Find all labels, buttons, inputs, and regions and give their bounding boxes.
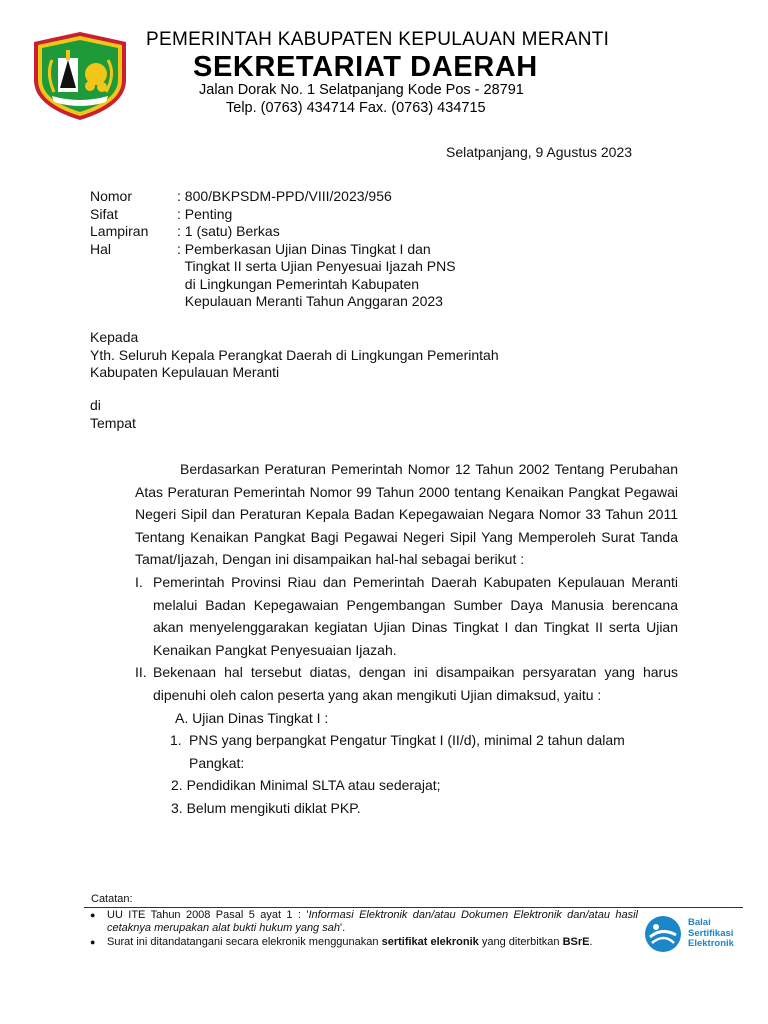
requirement-marker: 1. <box>170 732 182 749</box>
footer-note <box>90 936 638 949</box>
requirement-item: 2. Pendidikan Minimal SLTA atau sederajat; <box>171 777 441 794</box>
footer-label: Catatan: <box>91 893 133 905</box>
meta-value: : Pemberkasan Ujian Dinas Tingkat I dan <box>177 240 431 257</box>
bsre-label-line: Elektronik <box>688 938 734 949</box>
meta-row <box>90 206 517 224</box>
requirement-item: 3. Belum mengikuti diklat PKP. <box>171 799 361 816</box>
footer-divider <box>84 907 743 908</box>
meta-value: : Penting <box>177 205 233 222</box>
list-text: Pemerintah Provinsi Riau dan Pemerintah Daerah Kabupaten Kepulauan Meranti melalui Badan Kepegawaian Pengembangan Sumber Daya Manusia berencana akan menyelenggarakan kegiatan Ujian Dinas Tingkat I dan Tingkat II serta Ujian Kenaikan Pangkat Penyesuaian Ijazah. <box>153 573 678 658</box>
bullet-icon: ● <box>90 937 96 948</box>
meta-value: : 800/BKPSDM-PPD/VIII/2023/956 <box>177 188 392 204</box>
note-emphasis: BSrE <box>562 936 590 949</box>
meta-value: : 1 (satu) Berkas <box>177 223 280 239</box>
meta-key: Hal <box>90 240 112 257</box>
letter-meta <box>90 188 517 311</box>
regency-emblem-logo <box>30 30 130 122</box>
letterhead-phone: Telp. (0763) 434714 Fax. (0763) 434715 <box>226 100 486 116</box>
meta-row <box>90 293 517 311</box>
meta-row <box>90 276 517 294</box>
meta-key <box>90 293 177 311</box>
bsre-label <box>688 918 734 950</box>
footer-note <box>90 909 638 934</box>
note-emphasis: sertifikat elekronik <box>381 936 479 949</box>
meta-key: Nomor <box>90 188 133 204</box>
bsre-logo <box>642 913 752 955</box>
requirement-text: PNS yang berpangkat Pengatur Tingkat I (II/d), minimal 2 tahun dalam Pangkat: <box>189 732 625 771</box>
footer-notes <box>90 909 638 951</box>
letter-date: Selatpanjang, 9 Agustus 2023 <box>446 144 633 160</box>
recipient-line: Yth. Seluruh Kepala Perangkat Daerah di Lingkungan Pemerintah <box>90 346 499 363</box>
bsre-label-line: Balai <box>688 917 711 928</box>
list-item <box>135 661 678 706</box>
meta-key <box>90 258 177 276</box>
recipient-line: Kabupaten Kepulauan Meranti <box>90 364 280 380</box>
recipient-label: Kepada <box>90 329 139 345</box>
meta-key: Lampiran <box>90 223 149 239</box>
letterhead-office: SEKRETARIAT DAERAH <box>193 51 538 83</box>
note-text: yang diterbitkan <box>478 936 563 949</box>
meta-row <box>90 223 517 241</box>
note-text: '. <box>339 921 346 934</box>
list-marker: I. <box>135 573 143 590</box>
list-item <box>135 571 678 661</box>
meta-value: Tingkat II serta Ujian Penyesuai Ijazah PNS <box>177 258 456 274</box>
bsre-label-line: Sertifikasi <box>688 927 734 939</box>
recipient-tempat: Tempat <box>90 414 136 431</box>
sub-heading: A. Ujian Dinas Tingkat I : <box>175 709 329 726</box>
meta-key: Sifat <box>90 205 119 222</box>
meta-key <box>90 276 177 294</box>
list-marker: II. <box>135 664 147 681</box>
letter-body <box>135 458 678 820</box>
meta-value: Kepulauan Meranti Tahun Anggaran 2023 <box>177 293 443 309</box>
meta-value: di Lingkungan Pemerintah Kabupaten <box>177 275 420 292</box>
intro-paragraph: Berdasarkan Peraturan Pemerintah Nomor 12 Tahun 2002 Tentang Perubahan Atas Peraturan Pemerintah Nomor 99 Tahun 2000 tentang Kenaikan Pangkat Pegawai Negeri Sipil dan Peraturan Kepala Badan Kepegawaian Negara Nomor 33 Tahun 2011 Tentang Kenaikan Pangkat Bagi Pegawai Negeri Sipil Yang Memperoleh Surat Tanda Tamat/Ijazah, Dengan ini disampaikan hal-hal sebagai berikut : <box>135 461 678 568</box>
bullet-icon: ● <box>90 910 96 920</box>
meta-row <box>90 258 517 276</box>
letterhead-government: PEMERINTAH KABUPATEN KEPULAUAN MERANTI <box>146 29 610 50</box>
recipient-place <box>90 397 136 432</box>
meta-row <box>90 188 517 206</box>
letterhead-address: Jalan Dorak No. 1 Selatpanjang Kode Pos - 28791 <box>199 82 524 98</box>
note-quote: Informasi Elektronik dan/atau Dokumen Elektronik dan/atau hasil cetaknya merupakan alat bukti hukum yang sah <box>107 909 638 934</box>
list-text: Bekenaan hal tersebut diatas, dengan ini disampaikan persyaratan yang harus dipenuhi oleh calon peserta yang akan mengikuti Ujian dimaksud, yaitu : <box>153 664 678 703</box>
note-text: UU ITE Tahun 2008 Pasal 5 ayat 1 : ' <box>107 909 309 921</box>
recipient-block <box>90 329 560 382</box>
requirement-item <box>135 729 678 774</box>
footer-note-text <box>107 936 638 949</box>
bsre-emblem-icon <box>642 913 684 955</box>
note-text: . <box>589 936 593 949</box>
recipient-di: di <box>90 397 101 413</box>
footer-note-text <box>107 909 638 934</box>
meta-row <box>90 241 517 259</box>
note-text: Surat ini ditandatangani secara elekronik menggunakan <box>107 936 382 949</box>
